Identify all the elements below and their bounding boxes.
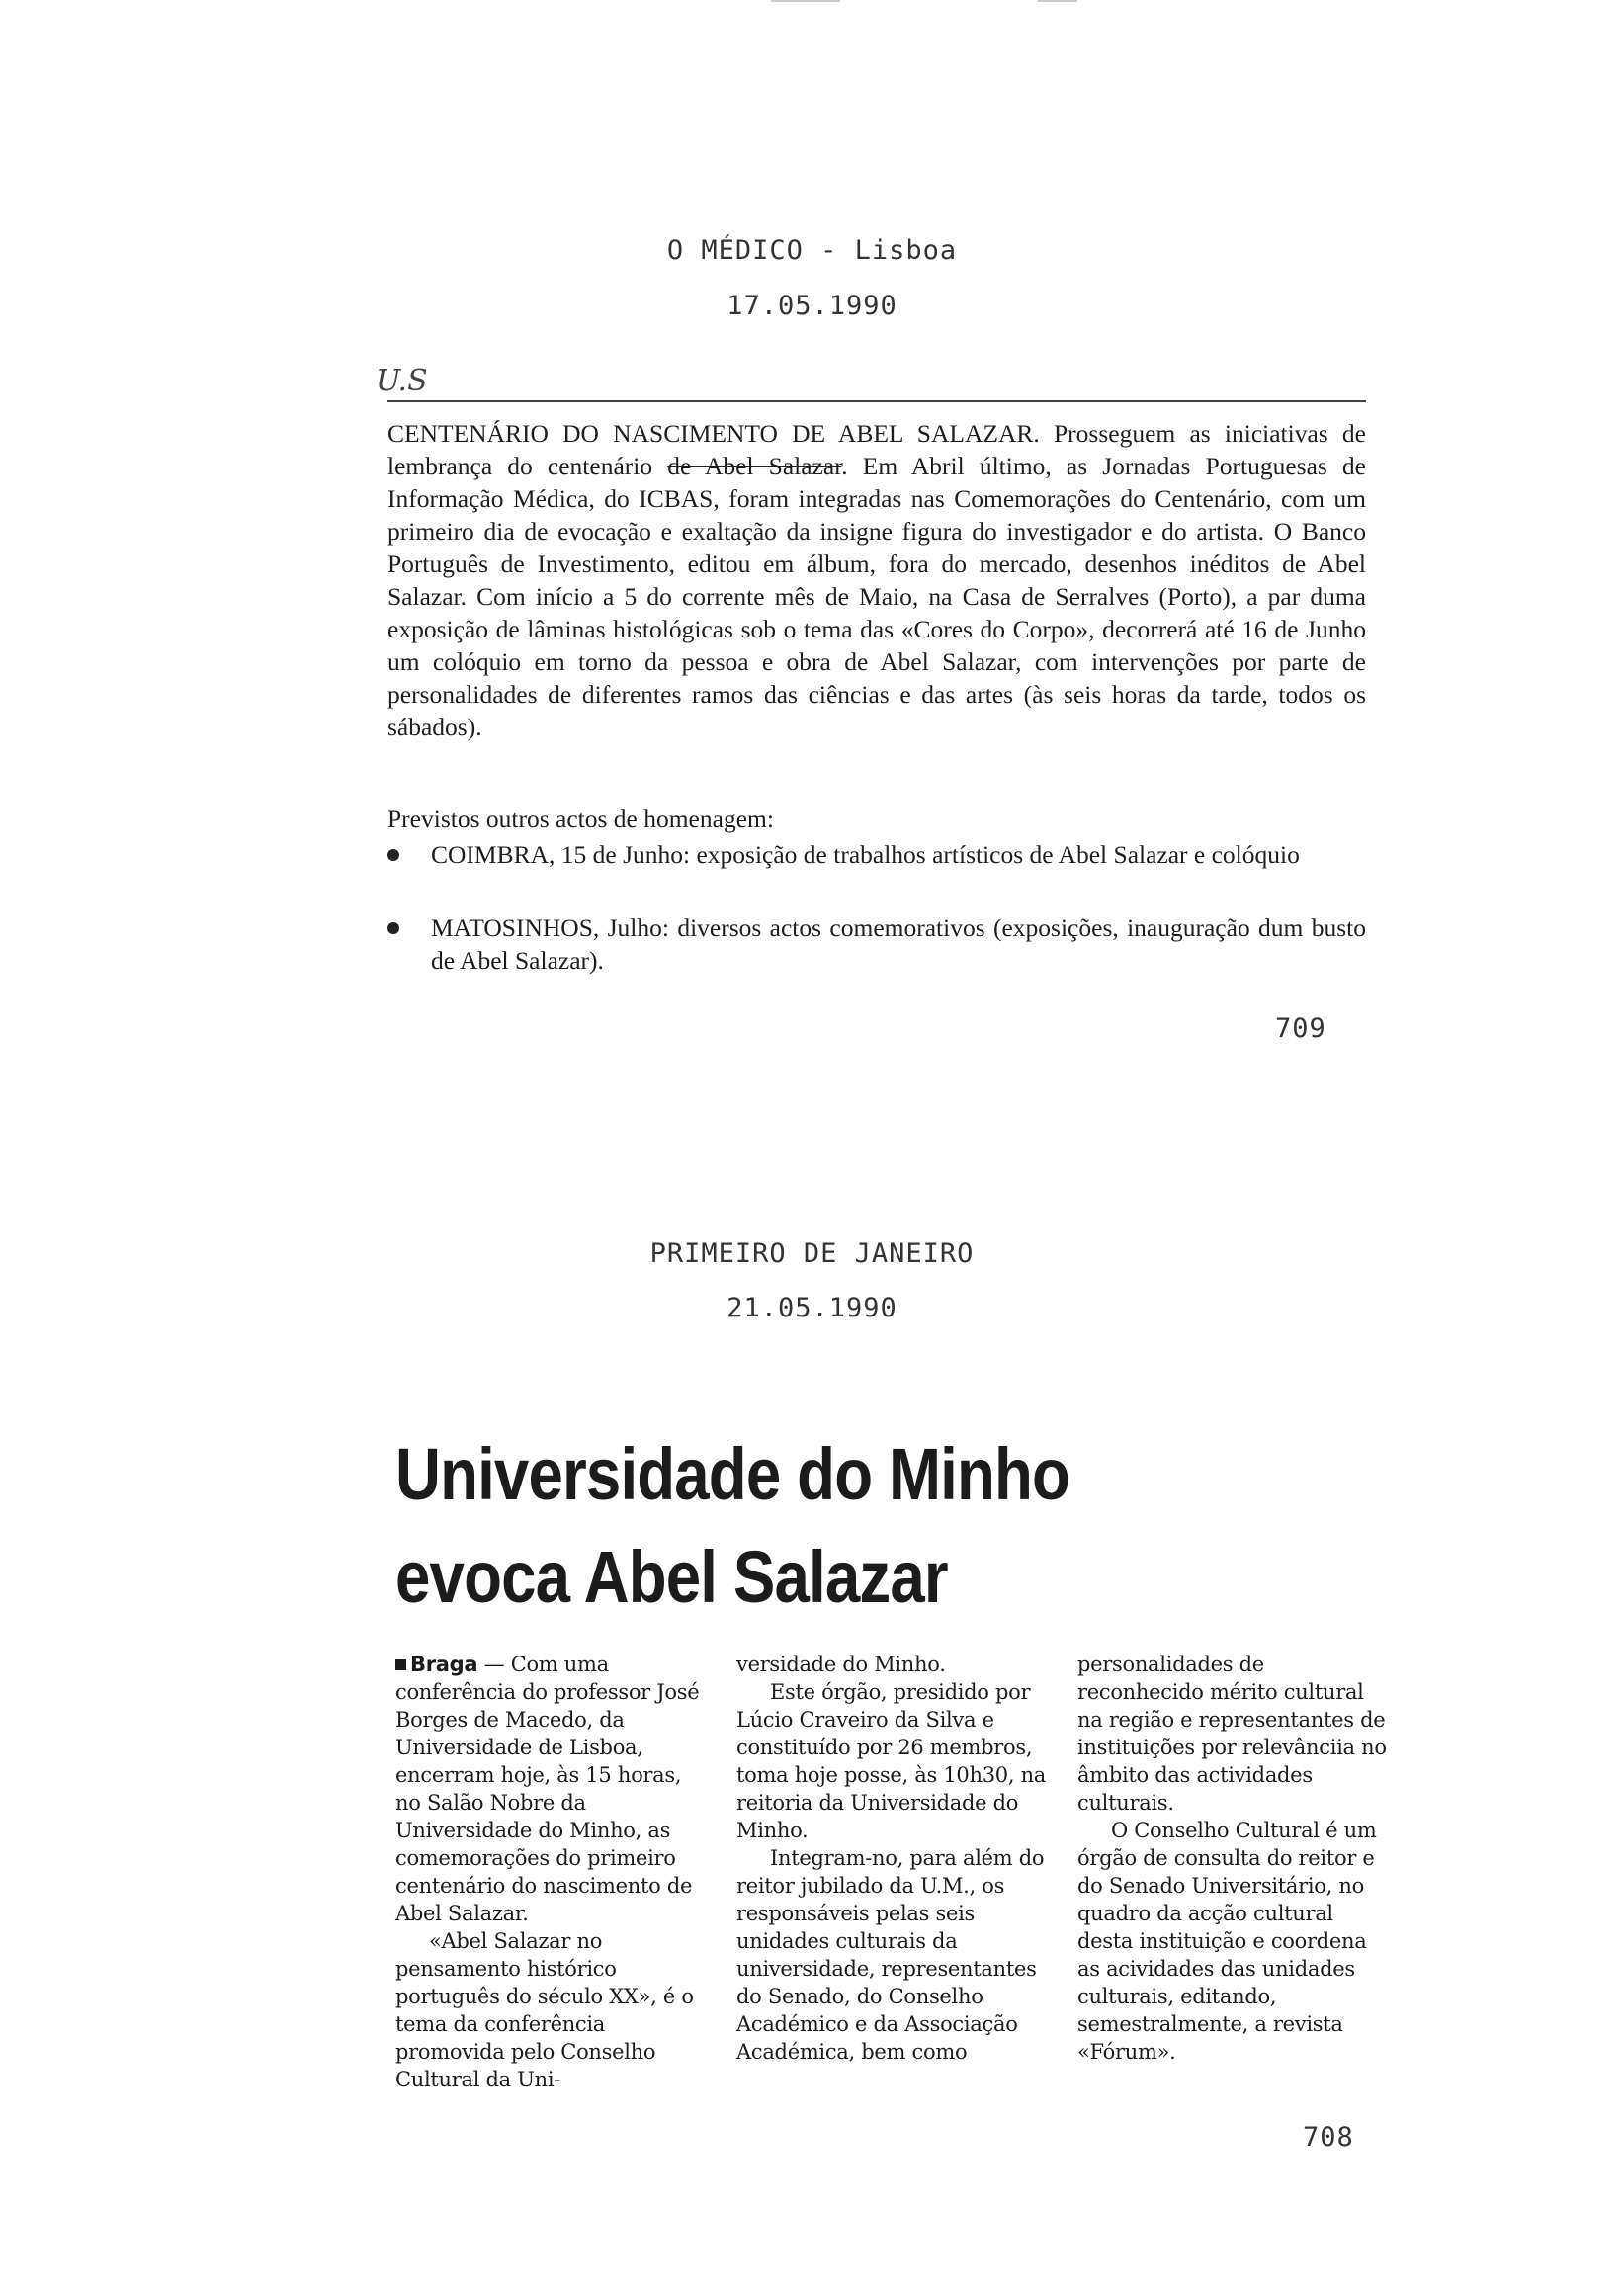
headline-line-1: Universidade do Minho <box>395 1433 1070 1515</box>
paragraph <box>395 1651 712 1927</box>
bullet-icon <box>387 922 399 934</box>
list-item <box>387 911 1366 977</box>
dateline: Braga <box>410 1653 478 1676</box>
paragraph-text: — Com uma conferência do professor José Borges de Macedo, da Universidade de Lisboa, encerram hoje, às 15 horas, no Salão Nobre da Universidade do Minho, as comemorações do primeiro centenário do nascimento de Abel Salazar. <box>395 1653 700 1925</box>
article-column-3 <box>1077 1651 1394 2066</box>
clipping2-page-number: 708 <box>1303 2122 1354 2153</box>
square-bullet-icon <box>395 1659 406 1670</box>
clipping1-article <box>387 417 1366 743</box>
clipping1-headline: CENTENÁRIO DO NASCIMENTO DE ABEL SALAZAR. <box>387 419 1040 448</box>
paragraph: O Conselho Cultural é um órgão de consulta do reitor e do Senado Universitário, no quadro da acção cultural desta instituição e coordena as acividades das unidades culturais, editando, semestralmente, a revista «Fórum». <box>1077 1819 1377 2064</box>
article-column-2 <box>736 1651 1053 2066</box>
paragraph: Este órgão, presidido por Lúcio Craveiro da Silva e constituído por 26 membros, toma hoje posse, às 10h30, na reitoria da Universidade do Minho. <box>736 1680 1047 1842</box>
scan-edge-mark <box>1038 0 1077 2</box>
clipping1-rule <box>387 400 1366 402</box>
paragraph: personalidades de reconhecido mérito cultural na região e representantes de instituições por relevânciia no âmbito das actividades culturais. <box>1077 1653 1387 1815</box>
clipping2-source: PRIMEIRO DE JANEIRO <box>649 1238 975 1269</box>
list-item-text: COIMBRA, 15 de Junho: exposição de trabalhos artísticos de Abel Salazar e colóquio <box>431 840 1300 869</box>
article-column-1 <box>395 1651 712 2093</box>
paragraph: Integram-no, para além do reitor jubilado da U.M., os responsáveis pelas seis unidades culturais da universidade, representantes do Senado, do Conselho Académico e da Associação Académica, bem como <box>736 1846 1045 2064</box>
headline-line-2: evoca Abel Salazar <box>395 1536 948 1618</box>
scan-edge-mark <box>771 0 840 2</box>
paragraph: «Abel Salazar no pensamento histórico português do século XX», é o tema da conferência promovida pelo Conselho Cultural da Uni- <box>395 1929 694 2091</box>
paragraph: versidade do Minho. <box>736 1653 946 1676</box>
clipping2-headline <box>395 1423 1160 1629</box>
clipping1-body-start: Prosseguem as iniciativas de lembrança do centenário <box>387 419 1366 480</box>
clipping1-date: 17.05.1990 <box>727 291 897 321</box>
clipping1-source: O MÉDICO - Lisboa <box>666 235 958 266</box>
clipping1-page-number: 709 <box>1275 1013 1326 1044</box>
bullet-icon <box>387 849 399 861</box>
handwritten-mark: U.S <box>376 364 428 398</box>
clipping1-body-rest: . Em Abril último, as Jornadas Portuguesas de Informação Médica, do ICBAS, foram integradas nas Comemorações do Centenário, com um primeiro dia de evocação e exaltação da insigne figura do investigador e do artista. O Banco Português de Investimento, editou em álbum, fora do mercado, desenhos inéditos de Abel Salazar. Com início a 5 do corrente mês de Maio, na Casa de Serralves (Porto), a par duma exposição de lâminas histológicas sob o tema das «Cores do Corpo», decorrerá até 16 de Junho um colóquio em torno da pessoa e obra de Abel Salazar, com intervenções por parte de personalidades de diferentes ramos das ciências e das artes (às seis horas da tarde, todos os sábados). <box>387 452 1366 741</box>
list-item-text: MATOSINHOS, Julho: diversos actos comemorativos (exposições, inauguração dum busto de Abel Salazar). <box>431 913 1366 975</box>
clipping2-date: 21.05.1990 <box>727 1293 897 1323</box>
clipping1-struck-text: de Abel Salazar <box>667 452 842 480</box>
list-item <box>387 838 1366 871</box>
clipping1-planned-intro: Previstos outros actos de homenagem: <box>387 805 774 833</box>
